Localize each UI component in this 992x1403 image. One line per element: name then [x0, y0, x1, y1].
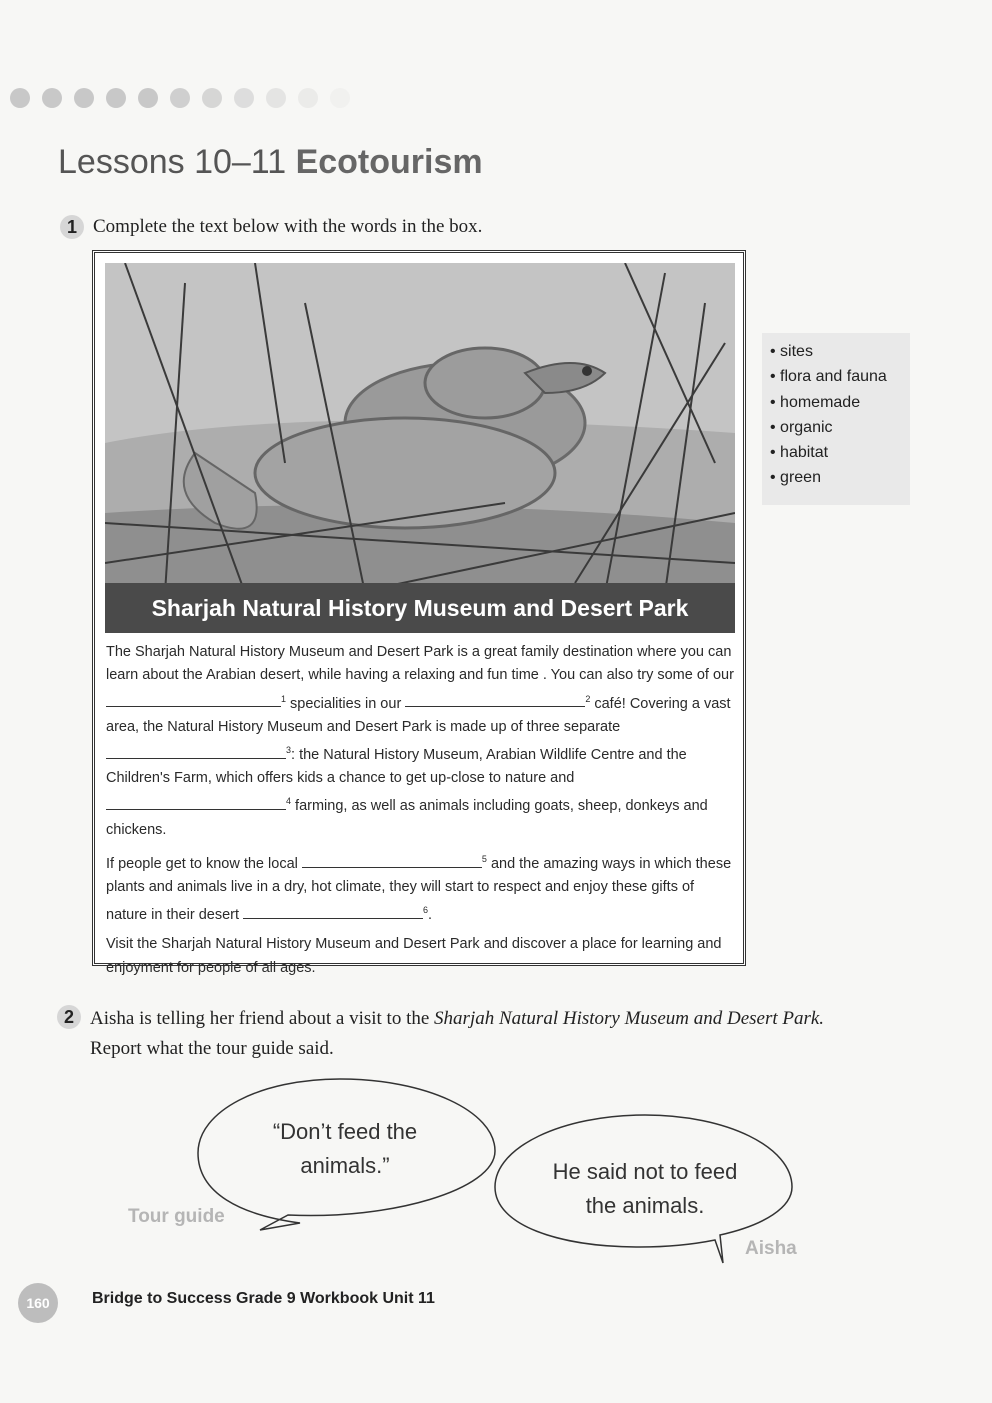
- instruction-end: Report what the tour guide said.: [90, 1038, 334, 1059]
- dot: [74, 88, 94, 108]
- dot: [202, 88, 222, 108]
- instruction-start: Aisha is telling her friend about a visit to the: [90, 1008, 435, 1029]
- bubble2-line2: the animals.: [585, 1193, 705, 1218]
- dot: [106, 88, 126, 108]
- article-banner: Sharjah Natural History Museum and Desert Park: [105, 583, 735, 633]
- article-paragraph-2: [106, 848, 736, 928]
- word-item: • green: [770, 465, 910, 490]
- p1-text-4: : the Natural History Museum, Arabian Wildlife Centre and the Children's Farm, which offers kids a chance to get up-close to nature and: [106, 746, 687, 787]
- speech-bubble-guide: [215, 1115, 475, 1183]
- title-topic: Ecotourism: [295, 143, 483, 181]
- blank-1[interactable]: [106, 692, 281, 707]
- word-item: • flora and fauna: [770, 364, 910, 389]
- p1-text-2: specialities in our: [290, 695, 402, 712]
- article-text: [106, 641, 736, 986]
- blank-5[interactable]: [302, 853, 482, 868]
- blank-2[interactable]: [405, 692, 585, 707]
- blank-1-number: 1: [281, 693, 287, 704]
- p2-text-2: and the amazing ways in which these plants and animals live in a dry, hot climate, they will start to respect and enjoy these gifts of nature in their desert: [106, 855, 732, 924]
- p1-text-1: The Sharjah Natural History Museum and Desert Park is a great family destination where you can learn about the Arabian desert, while having a relaxing and fun time . You can also try some of our: [106, 644, 734, 684]
- speech-bubble-aisha: [515, 1155, 775, 1223]
- p2-text-3: .: [428, 907, 433, 924]
- title-lessons: Lessons 10–11: [58, 143, 287, 181]
- page-title: [58, 143, 483, 182]
- dot: [298, 88, 318, 108]
- word-list: [762, 333, 910, 491]
- footer-text: Bridge to Success Grade 9 Workbook Unit 11: [92, 1290, 435, 1307]
- dot: [10, 88, 30, 108]
- exercise-1-number: 1: [60, 215, 84, 239]
- snake-photo-icon: [105, 263, 735, 633]
- bubble2-line1: He said not to feed: [552, 1159, 738, 1184]
- snake-illustration: [105, 263, 735, 633]
- dot: [138, 88, 158, 108]
- p1-text-5: farming, as well as animals including goats, sheep, donkeys and chickens.: [106, 798, 708, 838]
- header-dots: [10, 88, 350, 108]
- p2-text-1: If people get to know the local: [106, 855, 298, 872]
- article-paragraph-3: Visit the Sharjah Natural History Museum and Desert Park and discover a place for learning and enjoyment for people of all ages.: [106, 936, 722, 976]
- blank-2-number: 2: [585, 693, 591, 704]
- blank-4-number: 4: [286, 796, 292, 807]
- word-box: [762, 333, 910, 505]
- speaker-tour-guide: Tour guide: [128, 1206, 225, 1227]
- word-item: • homemade: [770, 390, 910, 415]
- blank-6[interactable]: [243, 904, 423, 919]
- p1-text-3: café! Covering a vast area, the Natural History Museum and Desert Park is made up of three separate: [106, 695, 731, 735]
- dot: [266, 88, 286, 108]
- bubble1-line1: “Don’t feed the: [272, 1119, 418, 1144]
- dot: [42, 88, 62, 108]
- dot: [170, 88, 190, 108]
- dot: [234, 88, 254, 108]
- word-item: • organic: [770, 415, 910, 440]
- article-box: [92, 250, 746, 976]
- blank-5-number: 5: [481, 853, 487, 864]
- exercise-2-number: 2: [57, 1005, 81, 1029]
- blank-3-number: 3: [286, 745, 292, 756]
- speaker-aisha: Aisha: [745, 1238, 797, 1259]
- word-item: • sites: [770, 339, 910, 364]
- dot: [330, 88, 350, 108]
- blank-3[interactable]: [106, 744, 286, 759]
- blank-6-number: 6: [423, 905, 429, 916]
- page-number: 160: [18, 1283, 58, 1323]
- blank-4[interactable]: [106, 795, 286, 810]
- article-paragraph-1: [106, 641, 736, 842]
- exercise-1-instruction: Complete the text below with the words in the box.: [93, 216, 483, 237]
- exercise-2-instruction: [90, 1004, 930, 1064]
- word-item: • habitat: [770, 440, 910, 465]
- instruction-italic: Sharjah Natural History Museum and Desert Park.: [434, 1008, 825, 1029]
- bubble1-line2: animals.”: [300, 1153, 390, 1178]
